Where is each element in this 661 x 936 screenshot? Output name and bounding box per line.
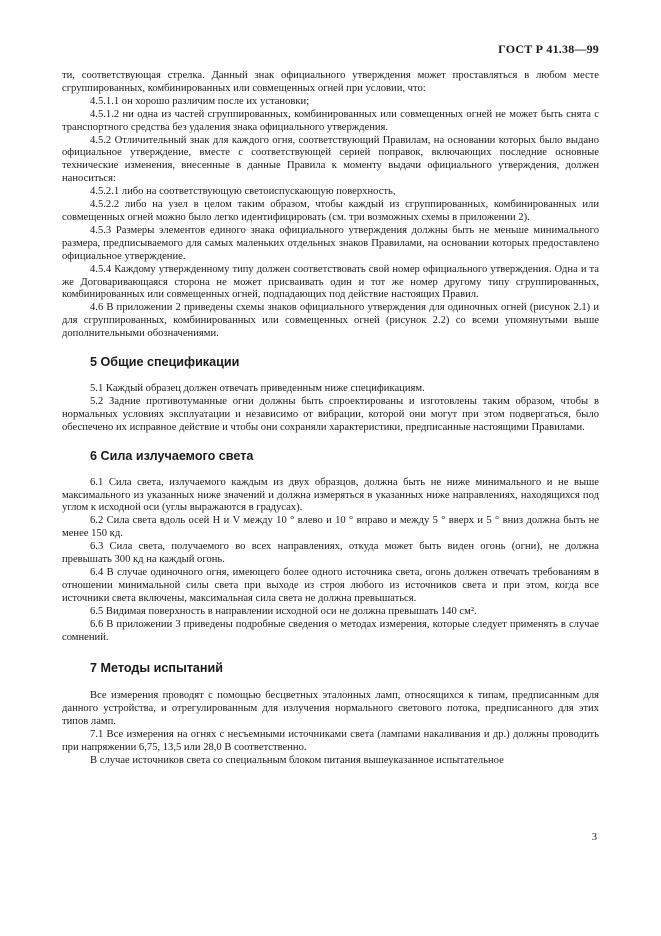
paragraph: 4.5.2.2 либо на узел в целом таким образом, чтобы каждый из сгруппированных, комбинированных или совмещенных огней можно было легко идентифицировать (см. три возможных схемы в приложении 2).	[62, 199, 599, 223]
paragraph: 5.1 Каждый образец должен отвечать приведенным ниже спецификациям.	[90, 383, 425, 395]
paragraph: 6.6 В приложении 3 приведены подробные сведения о методах измерения, которые следует применять в случае сомнений.	[62, 618, 599, 643]
section-7-heading: 7 Методы испытаний	[90, 661, 223, 676]
paragraph: 4.5.1.2 ни одна из частей сгруппированных, комбинированных или совмещенных огней не может быть снята с транспортного средства без удаления знака официального утверждения.	[62, 108, 599, 133]
paragraph: 6.3 Сила света, получаемого во всех направлениях, откуда может быть виден огонь (огни), не должна превышать 300 кд на каждый огонь.	[62, 541, 599, 566]
page-number: 3	[591, 832, 597, 843]
paragraph-group-6	[62, 477, 599, 645]
paragraph-group-5	[62, 383, 599, 435]
paragraph: 6.5 Видимая поверхность в направлении исходной оси не должна превышать 140 см².	[90, 605, 477, 617]
paragraph: 7.1 Все измерения на огнях с несъемными источниками света (лампами накаливания и др.) должны проводить при напряжении 6,75, 13,5 или 28,0 В соответственно.	[62, 729, 599, 754]
paragraph-group-7	[62, 690, 599, 767]
paragraph: 6.2 Сила света вдоль осей H и V между 10 ° влево и 10 ° вправо и между 5 ° вверх и 5 ° вниз должна быть не менее 150 кд.	[62, 515, 599, 540]
paragraph: В случае источников света со специальным блоком питания вышеуказанное испытательное	[90, 754, 504, 766]
document-body	[62, 70, 599, 768]
paragraph: 4.6 В приложении 2 приведены схемы знаков официального утверждения для одиночных огней (рисунок 2.1) и для сгруппированных, комбинированных или совмещенных огней (рисунок 2.2) со всеми упомянутыми выше дополнительными обозначениями.	[62, 302, 599, 340]
paragraph-group-4	[62, 70, 599, 341]
paragraph: 5.2 Задние противотуманные огни должны быть спроектированы и изготовлены таким образом, чтобы в нормальных условиях эксплуатации и независимо от вибрации, которой они могут при этом подвергаться, было обеспечено их исправное действие и чтобы они сохраняли характеристики, предписанные настоящими Правилами.	[62, 395, 599, 433]
paragraph: ти, соответствующая стрелка. Данный знак официального утверждения может проставляться в любом месте сгруппированных, комбинированных или совмещенных огней при условии, что:	[62, 70, 599, 94]
section-6-heading: 6 Сила излучаемого света	[90, 448, 254, 463]
section-5-heading: 5 Общие спецификации	[90, 355, 240, 370]
paragraph: 4.5.2.1 либо на соответствующую светоиспускающую поверхность,	[90, 186, 396, 198]
paragraph: 6.1 Сила света, излучаемого каждым из двух образцов, должна быть не ниже минимального и не выше максимального из указанных ниже значений и должна измеряться в указанных ниже направлениях, находящихся под углом к исходной оси (углы выражаются в градусах).	[62, 476, 599, 514]
paragraph: Все измерения проводят с помощью бесцветных эталонных ламп, относящихся к типам, предписанным для данного устройства, и отрегулированным для излучения нормального светового потока, предписанного для этих типов ламп.	[62, 690, 599, 728]
document-header: ГОСТ Р 41.38—99	[498, 42, 599, 56]
paragraph: 4.5.4 Каждому утвержденному типу должен соответствовать свой номер официального утверждения. Одна и та же Договаривающаяся сторона не может присваивать один и тот же номер другому типу сгруппированных, комбинированных или совмещенных огней, подпадающих под действие настоящих Правил.	[62, 263, 599, 301]
paragraph: 4.5.3 Размеры элементов единого знака официального утверждения должны быть не меньше минимального размера, предписываемого для самых маленьких отдельных знаков Правилами, на основании которых предоставлено официальное утверждение.	[62, 224, 599, 262]
paragraph: 4.5.2 Отличительный знак для каждого огня, соответствующий Правилам, на основании которых было выдано официальное утверждение, вместе с соответствующей серией поправок, включающих последние основные технические изменения, внесенные в данные Правила к моменту выдачи официального утверждения, должен наноситься:	[62, 134, 599, 185]
paragraph: 6.4 В случае одиночного огня, имеющего более одного источника света, огонь должен отвечать требованиям в отношении минимальной силы света при выходе из строя любого из источников света и при этом, когда все источники света включены, максимальная сила света не должна превышаться.	[62, 567, 599, 604]
paragraph: 4.5.1.1 он хорошо различим после их установки;	[90, 95, 310, 107]
